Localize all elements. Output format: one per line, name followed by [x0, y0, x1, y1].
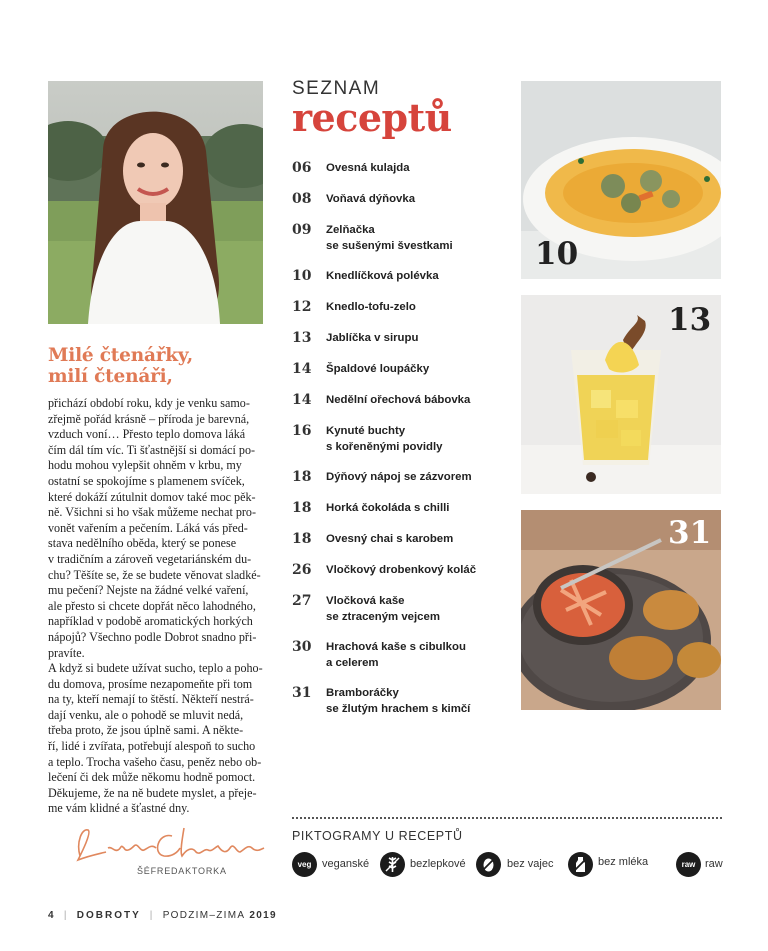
letter-line: stava nedělního oběda, který se ponese: [48, 536, 237, 551]
photo-label-10: 10: [535, 236, 579, 272]
issue-year: 2019: [249, 910, 277, 921]
photo-label-13: 13: [668, 302, 712, 338]
photo-apples-syrup: [521, 295, 721, 494]
toc-recipe-name: [326, 501, 449, 517]
toc-recipe-name: [326, 269, 439, 285]
toc-kicker: SEZNAM: [292, 78, 381, 99]
editor-signature: [68, 822, 268, 866]
signature-text: Luba Chlumská: [68, 822, 75, 823]
letter-line: lečení či dek může někomu hodně pomoct.: [48, 770, 256, 785]
greeting-line-1: Milé čtenářky,: [48, 345, 193, 366]
toc-page-number: 18: [292, 531, 312, 547]
letter-paragraph-2: [48, 661, 266, 817]
toc-recipe-name: [326, 470, 472, 486]
toc-recipe-name: [326, 424, 442, 455]
toc-recipe-line: Špaldové loupáčky: [326, 363, 430, 375]
toc-recipe-line: Knedlíčková polévka: [326, 270, 439, 282]
toc-recipe-name: [326, 331, 418, 347]
toc-recipe-name: [326, 300, 416, 316]
egg-free-icon: [476, 852, 501, 877]
toc-page-number: 27: [292, 593, 312, 609]
photo-label-31: 31: [668, 515, 712, 551]
toc-recipe-line: Horká čokoláda s chilli: [326, 502, 450, 514]
letter-line: přichází období roku, kdy je venku samo-: [48, 396, 250, 410]
toc-page-number: 30: [292, 639, 312, 655]
toc-recipe-line: Zelňačka: [326, 224, 375, 236]
toc-recipe-line: se žlutým hrachem s kimčí: [326, 702, 471, 715]
magazine-name: DOBROTY: [76, 910, 141, 921]
toc-page-number: 16: [292, 423, 312, 439]
toc-recipe-name: [326, 393, 470, 409]
toc-recipe-line: Ovesný chai s karobem: [326, 533, 454, 545]
letter-line: mu pečení? Nejste na žádné velké vaření,: [48, 583, 249, 598]
toc-recipe-line: Ovesná kulajda: [326, 162, 410, 174]
photo-dumpling-soup: [521, 81, 721, 279]
letter-line: ří, lidé i zvířata, potřebují alespoň to sucho: [48, 739, 256, 754]
toc-page-number: 06: [292, 160, 312, 176]
pictogram-label: bez mléka: [598, 856, 649, 868]
toc-recipe-name: [326, 161, 410, 177]
toc-recipe-name: [326, 192, 415, 208]
toc-recipe-name: [326, 532, 453, 548]
toc-title: receptů: [292, 95, 452, 140]
letter-line: ně. Všichni si ho však můžeme nechat pro-: [48, 505, 257, 520]
toc-page-number: 14: [292, 392, 312, 408]
letter-line: chu? Těšíte se, že se budete věnovat sladké-: [48, 567, 261, 582]
page-number: 4: [48, 910, 55, 921]
letter-line: nápojů? Všechno podle Dobrot snadno při-: [48, 629, 257, 644]
toc-recipe-line: Hrachová kaše s cibulkou: [326, 641, 466, 653]
pictogram-raw: [676, 852, 722, 878]
toc-page-number: 14: [292, 361, 312, 377]
letter-line: ostatní se spokojíme s plamenem svíček,: [48, 473, 245, 488]
letter-line: dají venku, ale o pohodě se mluvit nedá,: [48, 707, 244, 722]
letter-line: A když si budete užívat sucho, teplo a poho-: [48, 661, 263, 676]
signer-role: ŠÉFREDAKTORKA: [137, 866, 227, 876]
pictogram-divider: [292, 817, 722, 819]
letter-line: třeba proto, že jsou úplně sami. A někte-: [48, 723, 244, 738]
toc-recipe-line: Jablíčka v sirupu: [326, 332, 419, 344]
letter-paragraph-1: [48, 396, 266, 661]
letter-line: vzduch voní… Přesto teplo domova láká: [48, 427, 246, 442]
toc-recipe-name: [326, 686, 470, 717]
pictogram-label: veganské: [322, 858, 370, 870]
toc-recipe-line: Dýňový nápoj se zázvorem: [326, 471, 472, 483]
toc-page-number: 08: [292, 191, 312, 207]
toc-page-number: 18: [292, 469, 312, 485]
letter-line: zřejmě pořád krásně – příroda je barevná,: [48, 411, 250, 426]
letter-line: a teplo. Trocha vašeho času, peněz nebo ob-: [48, 754, 262, 769]
letter-line: Děkujeme, že na ně budete myslet, a přeje-: [48, 785, 257, 800]
toc-recipe-name: [326, 594, 440, 625]
letter-line: vonět vařením a pečením. Láká vás před-: [48, 520, 248, 535]
pictogram-egg-free: [476, 852, 561, 878]
letter-line: čím dál tím víc. Ti šťastnější si domácí po-: [48, 442, 256, 457]
pictogram-title: PIKTOGRAMY U RECEPTŮ: [292, 829, 463, 843]
letter-line: hodu mohou vylepšit ohněm v krbu, my: [48, 458, 242, 473]
pictogram-dairy-free: [568, 852, 658, 878]
letter-line: me vám klidné a šťastné dny.: [48, 801, 190, 816]
toc-recipe-name: [326, 362, 429, 378]
toc-recipe-line: se sušenými švestkami: [326, 239, 453, 252]
editor-greeting: [48, 345, 268, 387]
letter-line: v tradičním a zároveň vegetariánském du-: [48, 551, 252, 566]
toc-recipe-name: [326, 223, 453, 254]
toc-page-number: 10: [292, 268, 312, 284]
letter-line: pravíte.: [48, 645, 85, 660]
toc-page-number: 12: [292, 299, 312, 315]
page-footer: 4 | DOBROTY | PODZIM–ZIMA 2019: [48, 910, 277, 921]
pictogram-vegan: [292, 852, 372, 878]
toc-recipe-line: Vločková kaše: [326, 595, 405, 607]
toc-recipe-line: Vločkový drobenkový koláč: [326, 564, 477, 576]
pictogram-label: bez vajec: [507, 858, 554, 870]
dairy-free-icon: [568, 852, 593, 877]
veg-icon: veg: [292, 852, 317, 877]
toc-page-number: 18: [292, 500, 312, 516]
toc-recipe-line: Bramboráčky: [326, 687, 399, 699]
raw-icon: raw: [676, 852, 701, 877]
letter-line: na ty, kteří nemají to štěstí. Někteří nestrá-: [48, 692, 254, 707]
toc-page-number: 26: [292, 562, 312, 578]
letter-line: du domova, prosíme nezapomeňte při tom: [48, 676, 253, 691]
toc-recipe-line: Voňavá dýňovka: [326, 193, 416, 205]
toc-recipe-name: [326, 640, 466, 671]
issue-season: PODZIM–ZIMA: [162, 910, 246, 921]
greeting-line-2: milí čtenáři,: [48, 366, 173, 387]
editor-letter: [48, 396, 266, 817]
toc-recipe-line: Knedlo-tofu-zelo: [326, 301, 416, 313]
letter-line: například v podobě aromatických horkých: [48, 614, 253, 629]
toc-page-number: 13: [292, 330, 312, 346]
toc-page-number: 09: [292, 222, 312, 238]
toc-page-number: 31: [292, 685, 312, 701]
toc-recipe-line: se ztraceným vejcem: [326, 610, 440, 623]
toc-recipe-name: [326, 563, 476, 579]
pictogram-label: raw: [705, 858, 723, 870]
pictogram-gluten-free: [380, 852, 470, 878]
toc-recipe-line: s kořeněnými povidly: [326, 440, 443, 453]
pictogram-label: bezlepkové: [410, 858, 466, 870]
toc-recipe-line: Kynuté buchty: [326, 425, 406, 437]
editor-portrait: [48, 81, 263, 324]
letter-line: ale přesto si chcete dopřát něco lahodného,: [48, 598, 256, 613]
photo-potato-pancakes: [521, 510, 721, 710]
letter-line: které dokáží zútulnit domov také moc pěk-: [48, 489, 256, 504]
toc-recipe-line: a celerem: [326, 656, 379, 669]
gluten-free-icon: [380, 852, 405, 877]
toc-recipe-line: Nedělní ořechová bábovka: [326, 394, 471, 406]
